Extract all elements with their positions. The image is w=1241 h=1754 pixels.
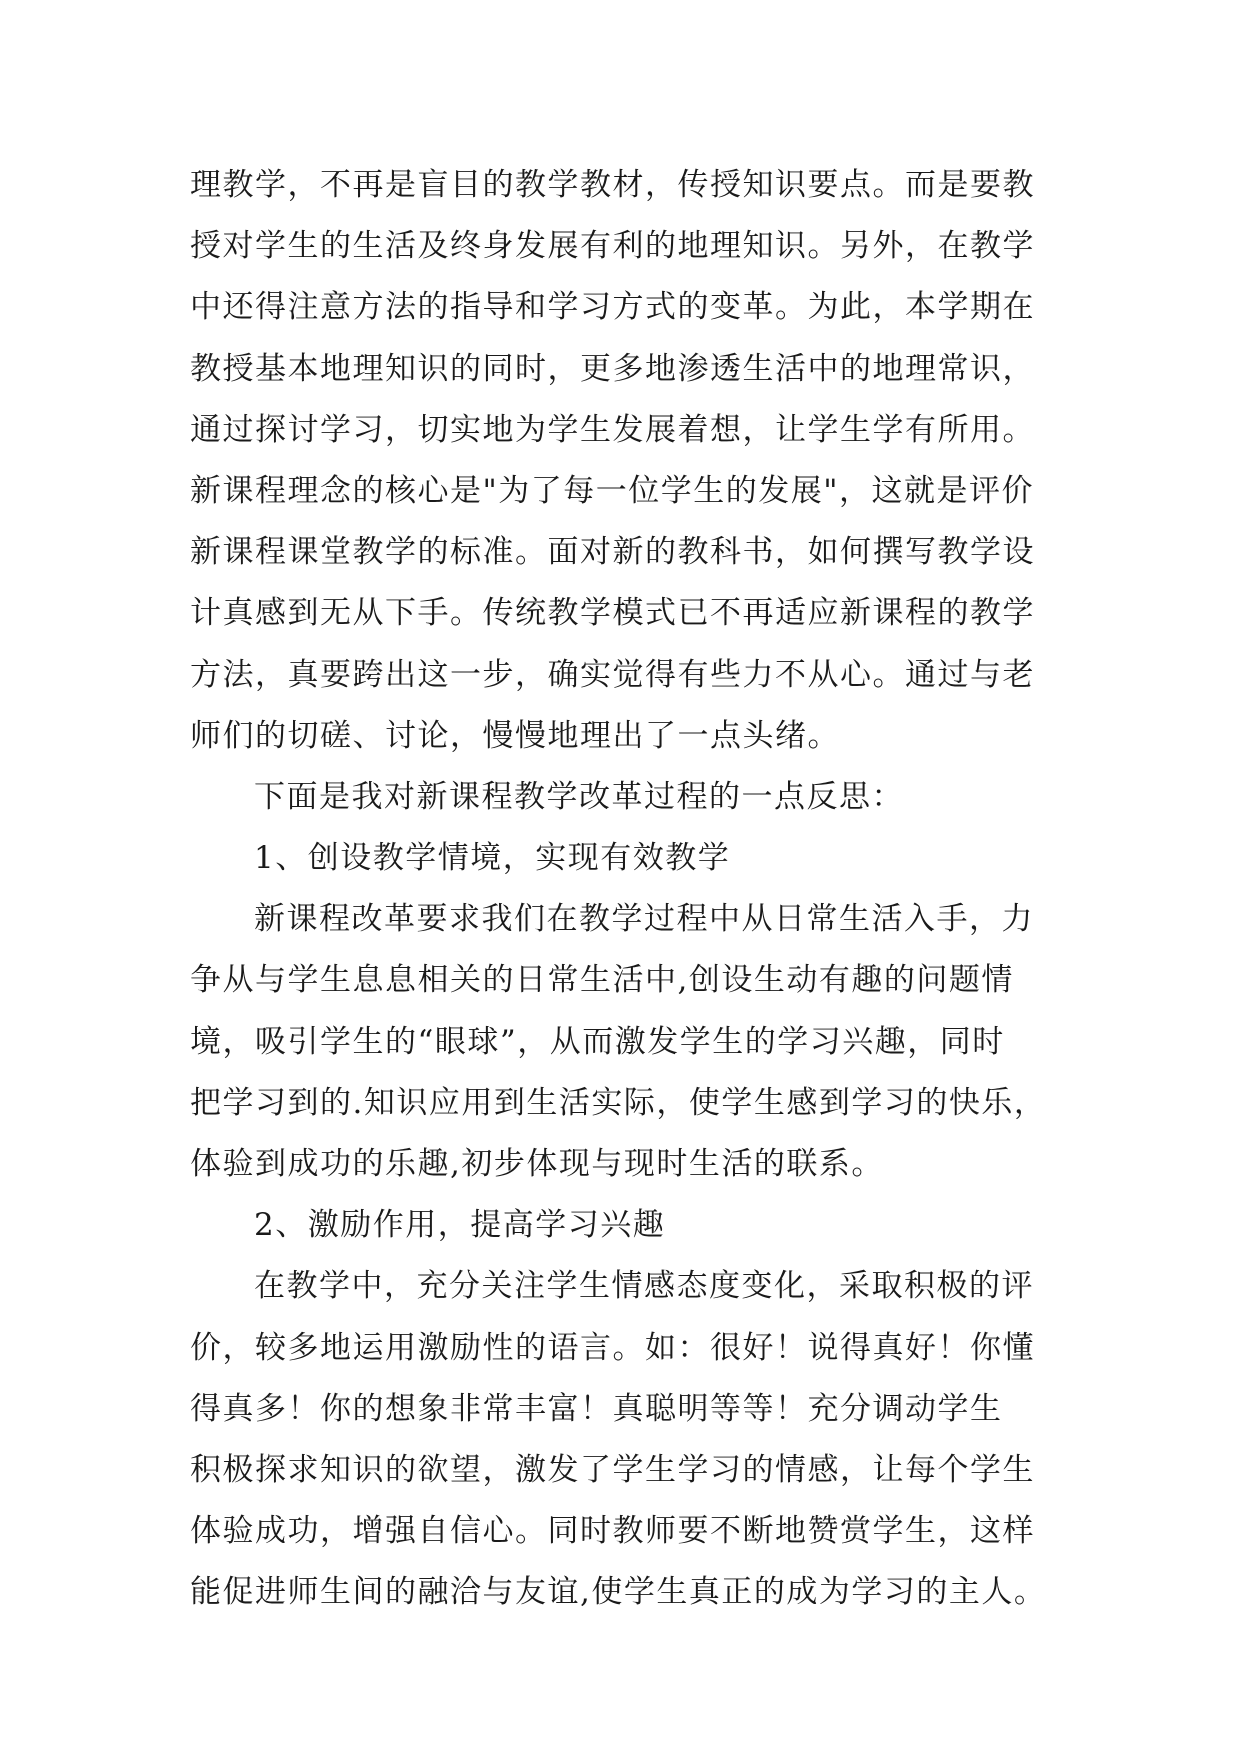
text-line: 得真多！你的想象非常丰富！真聪明等等！充分调动学生 — [190, 1390, 1003, 1427]
text-line: 境，吸引学生的“眼球”，从而激发学生的学习兴趣，同时 — [190, 1023, 1005, 1060]
text-line: 能促进师生间的融洽与友谊,使学生真正的成为学习的主人。 — [190, 1574, 1047, 1611]
text-line: 新课程理念的核心是"为了每一位学生的发展"，这就是评价 — [190, 472, 1035, 509]
text-line: 体验成功，增强自信心。同时教师要不断地赞赏学生，这样 — [190, 1513, 1035, 1550]
text-line: 积极探求知识的欲望，激发了学生学习的情感，让每个学生 — [190, 1451, 1035, 1488]
text-line: 师们的切磋、讨论，慢慢地理出了一点头绪。 — [190, 717, 840, 754]
text-line: 新课程课堂教学的标准。面对新的教科书，如何撰写教学设 — [190, 534, 1035, 571]
section-heading-2: 2、激励作用，提高学习兴趣 — [254, 1207, 666, 1244]
document-body — [190, 155, 1050, 1624]
paragraph-start-line: 新课程改革要求我们在教学过程中从日常生活入手，力 — [254, 901, 1034, 938]
text-line: 授对学生的生活及终身发展有利的地理知识。另外，在教学 — [190, 228, 1035, 265]
text-line: 通过探讨学习，切实地为学生发展着想，让学生学有所用。 — [190, 411, 1035, 448]
text-line: 价，较多地运用激励性的语言。如：很好！说得真好！你懂 — [190, 1329, 1035, 1366]
text-line: 教授基本地理知识的同时，更多地渗透生活中的地理常识， — [190, 350, 1035, 387]
text-line: 中还得注意方法的指导和学习方式的变革。为此，本学期在 — [190, 289, 1035, 326]
paragraph-start-line: 在教学中，充分关注学生情感态度变化，采取积极的评 — [254, 1268, 1034, 1305]
text-line: 计真感到无从下手。传统教学模式已不再适应新课程的教学 — [190, 595, 1035, 632]
text-line: 理教学，不再是盲目的教学教材，传授知识要点。而是要教 — [190, 167, 1035, 203]
section-heading-1: 1、创设教学情境，实现有效教学 — [254, 840, 731, 877]
text-line: 争从与学生息息相关的日常生活中,创设生动有趣的问题情 — [190, 962, 1014, 999]
paragraph-intro-line: 下面是我对新课程教学改革过程的一点反思： — [254, 778, 904, 815]
text-line: 方法，真要跨出这一步，确实觉得有些力不从心。通过与老 — [190, 656, 1035, 693]
text-line: 把学习到的.知识应用到生活实际，使学生感到学习的快乐， — [190, 1084, 1047, 1121]
text-line: 体验到成功的乐趣,初步体现与现时生活的联系。 — [190, 1146, 884, 1182]
